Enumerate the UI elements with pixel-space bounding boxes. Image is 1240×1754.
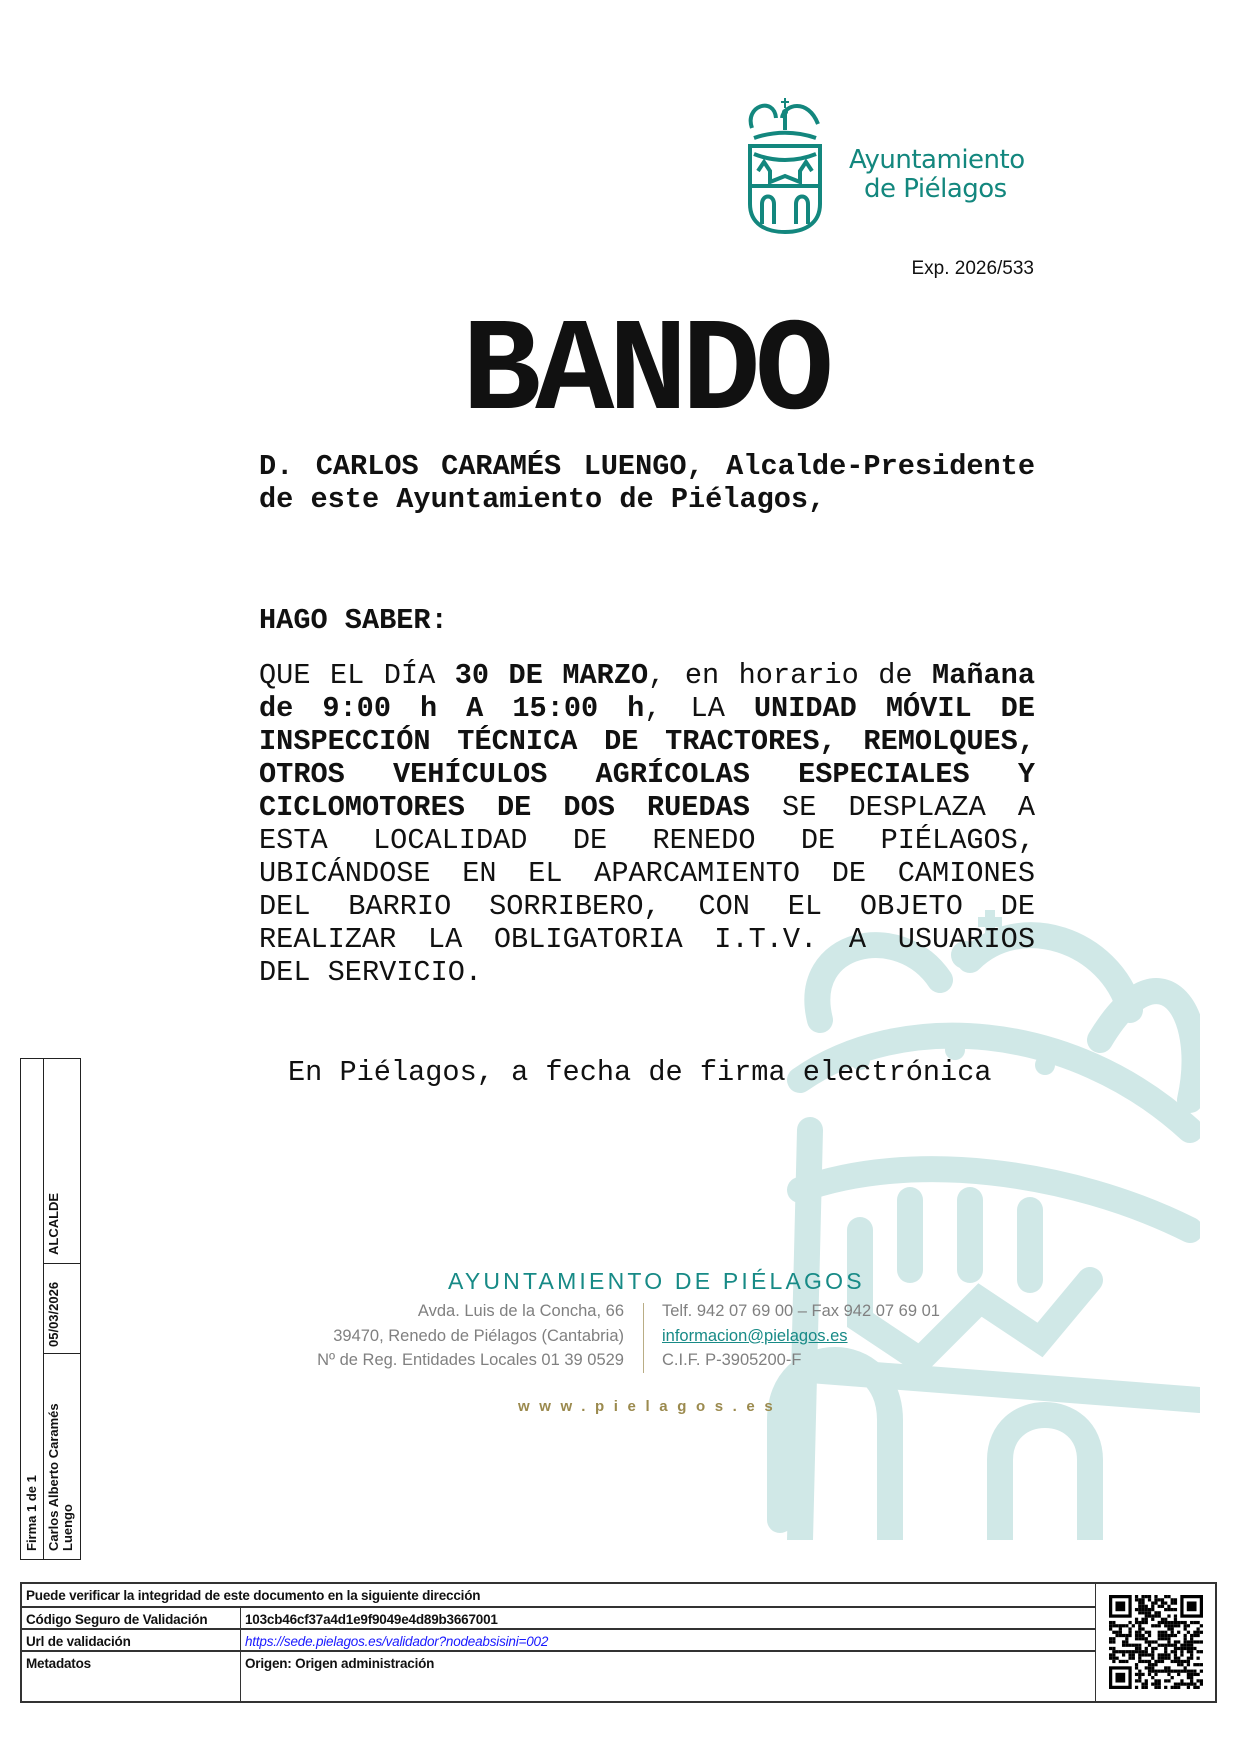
document-title: BANDO [461,298,829,448]
body-bold-segment: INSPECCIÓN TÉCNICA DE TRACTORES, REMOLQUES, [259,725,1035,758]
stamp-name-cell [44,1353,80,1559]
body-bold-segment: OTROS VEHÍCULOS AGRÍCOLAS ESPECIALES Y [259,758,1035,791]
body-bold-segment: 30 DE MARZO [454,659,649,692]
csv-row [22,1608,1095,1630]
logo-line-2: de Piélagos [864,174,1007,204]
mayor-header [259,450,1035,516]
footer-address [300,1299,624,1373]
body-line [259,857,1035,890]
body-bold-segment: CICLOMOTORES DE DOS RUEDAS [259,791,750,824]
body-segment: ESTA LOCALIDAD DE RENEDO DE PIÉLAGOS, [259,824,1035,857]
body-line [259,791,1035,824]
body-bold-segment: de 9:00 h A 15:00 h [259,692,645,725]
body-segment: , en horario de [648,659,933,692]
crest-watermark-icon [740,900,1200,1540]
body-line [259,692,1035,725]
signature-date: 05/03/2026 [46,1281,61,1347]
signer-role: ALCALDE [46,1192,61,1255]
mayor-header-line: D. CARLOS CARAMÉS LUENGO, Alcalde-Presidente [259,450,1035,483]
body-line [259,824,1035,857]
url-label: Url de validación [26,1634,131,1649]
body-line [259,890,1035,923]
body-line [259,923,1035,956]
footer-org-name: AYUNTAMIENTO DE PIÉLAGOS [448,1268,865,1294]
metadata-value: Origen: Origen administración [245,1656,435,1671]
body-segment: QUE EL DÍA [259,659,455,692]
csv-value: 103cb46cf37a4d1e9f9049e4d89b3667001 [245,1612,498,1627]
ayuntamiento-crest-icon [744,96,826,236]
verification-table [20,1582,1217,1703]
body-line [259,956,1035,989]
hago-saber-heading: HAGO SABER: [259,604,448,637]
signature-count: Firma 1 de 1 [24,1475,39,1551]
footer-divider [643,1303,644,1373]
verification-header: Puede verificar la integridad de este documento en la siguiente dirección [26,1588,481,1603]
address-line: Avda. Luis de la Concha, 66 [417,1302,624,1320]
signer-name: Carlos Alberto Caramés [46,1403,61,1551]
logo-wordmark [849,146,1025,204]
signer-name: Luengo [60,1504,75,1551]
stamp-column [21,1059,44,1559]
url-row [22,1630,1095,1652]
email-link[interactable]: informacion@pielagos.es [662,1326,848,1345]
csv-label: Código Seguro de Validación [26,1612,208,1627]
body-segment: , LA [644,692,754,725]
body-bold-segment: UNIDAD MÓVIL DE [753,692,1036,725]
cif: C.I.F. P-3905200-F [662,1351,802,1369]
stamp-date-cell [44,1263,80,1354]
website-link[interactable]: www.pielagos.es [518,1398,783,1415]
body-line [259,725,1035,758]
body-segment: SE DESPLAZA A [749,791,1035,824]
metadata-row [22,1652,1095,1701]
verification-header-row [22,1584,1095,1608]
body-line [259,659,1035,692]
body-segment: REALIZAR LA OBLIGATORIA I.T.V. A USUARIOS [259,923,1035,956]
address-line: Nº de Reg. Entidades Locales 01 39 0529 [317,1351,624,1369]
body-segment: DEL BARRIO SORRIBERO, CON EL OBJETO DE [259,890,1035,923]
expediente-number: Exp. 2026/533 [911,258,1034,279]
footer-contact [662,1299,940,1373]
mayor-header-line: de este Ayuntamiento de Piélagos, [259,483,826,516]
body-bold-segment: Mañana [932,659,1036,692]
qr-code-cell [1095,1584,1218,1701]
logo-line-1: Ayuntamiento [849,145,1025,175]
signature-date-line: En Piélagos, a fecha de firma electrónica [288,1056,992,1089]
validation-url-link[interactable]: https://sede.pielagos.es/validador?nodeabsisini=002 [245,1634,549,1649]
body-segment: UBICÁNDOSE EN EL APARCAMIENTO DE CAMIONES [259,857,1035,890]
address-line: 39470, Renedo de Piélagos (Cantabria) [333,1326,624,1345]
qr-code-icon [1109,1595,1203,1689]
phone-fax: Telf. 942 07 69 00 – Fax 942 07 69 01 [662,1302,940,1320]
stamp-role-cell [44,1059,80,1264]
body-line [259,758,1035,791]
bando-body [259,659,1035,989]
body-segment: DEL SERVICIO. [259,956,483,989]
metadata-label: Metadatos [26,1656,91,1671]
table-column-divider [240,1608,241,1703]
electronic-signature-stamp [20,1058,81,1560]
